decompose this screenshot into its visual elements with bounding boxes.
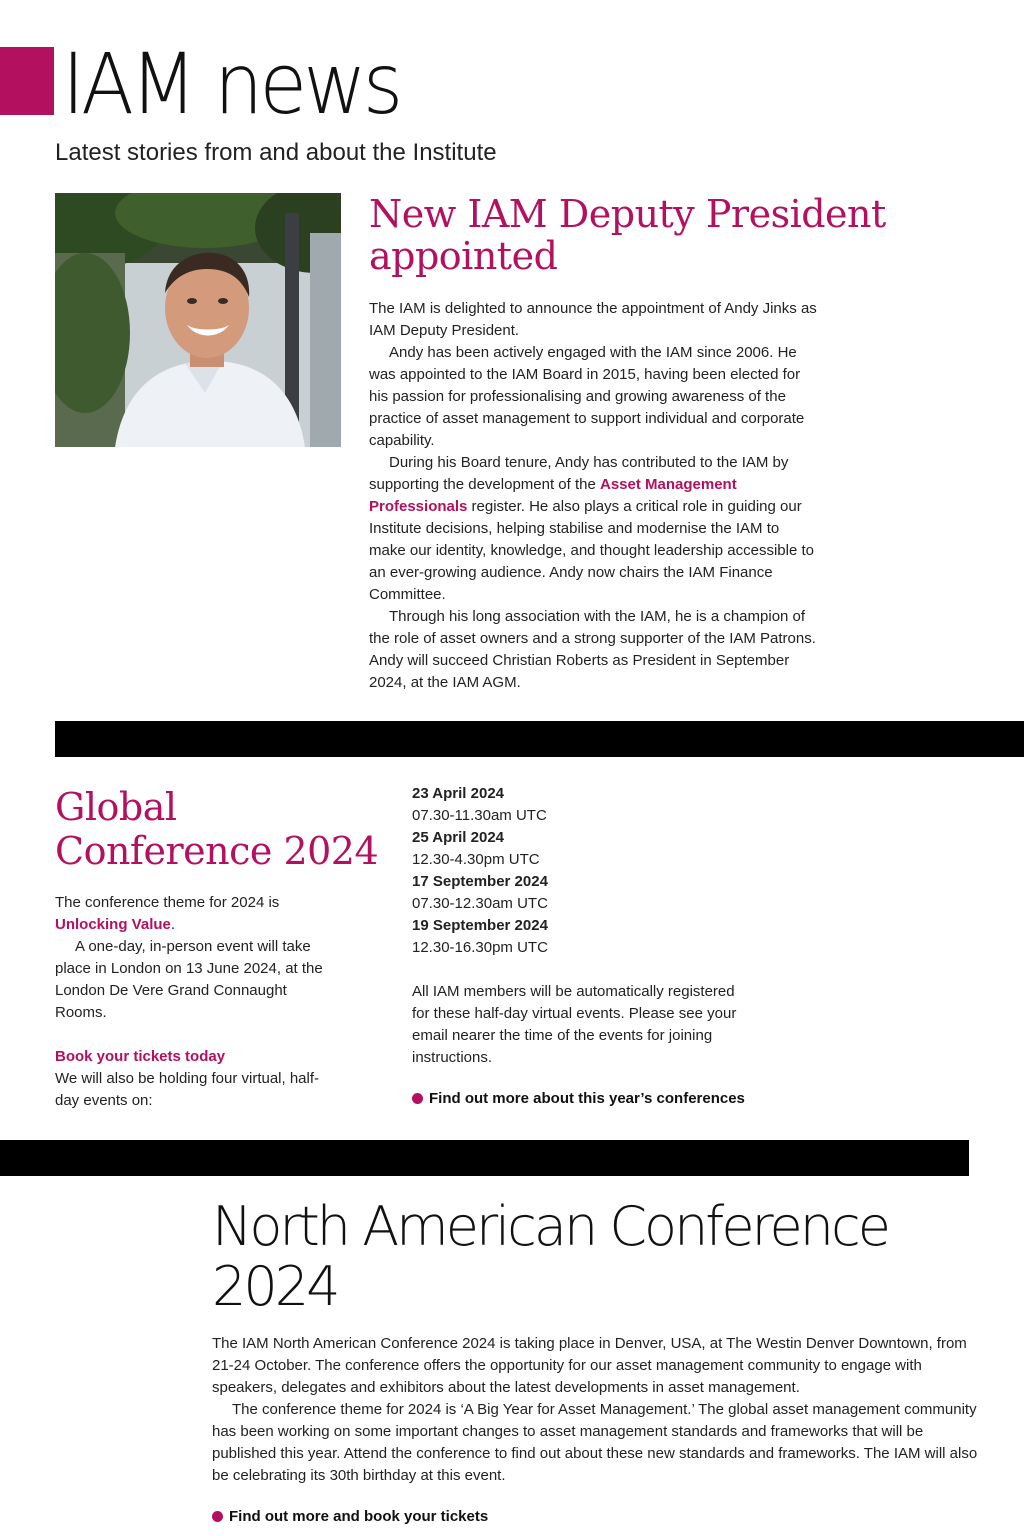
unlocking-value-link[interactable]: Unlocking Value	[55, 916, 171, 933]
article-headline: North American Conference 2024	[212, 1195, 888, 1318]
event-time: 12.30-16.30pm UTC	[412, 939, 548, 956]
event-date: 19 September 2024	[412, 917, 548, 934]
event-time: 12.30-4.30pm UTC	[412, 851, 540, 868]
paragraph-text: During his Board tenure, Andy has contributed to the IAM by supporting the development of the	[369, 454, 789, 493]
bullet-icon	[412, 1093, 423, 1104]
article-body	[369, 298, 819, 694]
event-time: 07.30-12.30am UTC	[412, 895, 548, 912]
paragraph: Andy has been actively engaged with the IAM since 2006. He was appointed to the IAM Board in 2015, having been elected for his passion for professionalising and growing awareness of the practice of asset management to support individual and corporate capability.	[369, 344, 805, 449]
paragraph: We will also be holding four virtual, half-day events on:	[55, 1070, 320, 1109]
event-date: 17 September 2024	[412, 873, 548, 890]
book-tickets-more-link[interactable]	[212, 1508, 488, 1525]
article-body	[212, 1333, 982, 1487]
article-body	[55, 892, 325, 1112]
paragraph	[55, 892, 325, 936]
asset-management-professionals-link[interactable]: Asset Management Professionals	[369, 476, 737, 515]
page-title: IAM news	[62, 35, 400, 133]
article-headline: New IAM Deputy President appointed	[369, 192, 886, 278]
link-label: Find out more and book your tickets	[229, 1508, 489, 1525]
event-time: 07.30-11.30am UTC	[412, 807, 547, 824]
event-dates-list	[412, 783, 752, 1069]
accent-square	[0, 47, 54, 115]
paragraph: The conference theme for 2024 is ‘A Big Year for Asset Management.’ The global asset management community has been working on some important changes to asset management standards and frameworks that will be published this year. Attend the conference to find out about these new standards and frameworks. The IAM will also be celebrating its 30th birthday at this event.	[212, 1401, 978, 1484]
paragraph-text: register. He also plays a critical role in guiding our Institute decisions, helping stabilise and modernise the IAM to make our identity, knowledge, and thought leadership accessible to an ever-growing audience. Andy now chairs the IAM Finance Committee.	[369, 498, 814, 603]
event-date: 23 April 2024	[412, 785, 504, 802]
article-headline: Global Conference 2024	[55, 785, 379, 873]
paragraph: The IAM North American Conference 2024 is taking place in Denver, USA, at The Westin Denver Downtown, from 21-24 October. The conference offers the opportunity for our asset management community to engage with speakers, delegates and exhibitors about the latest developments in asset management.	[212, 1335, 967, 1396]
paragraph: Through his long association with the IAM, he is a champion of the role of asset owners and a strong supporter of the IAM Patrons. Andy will succeed Christian Roberts as President in September 2024, at the IAM AGM.	[369, 608, 816, 691]
link-label: Find out more about this year’s conferences	[429, 1090, 745, 1107]
book-tickets-link[interactable]: Book your tickets today	[55, 1048, 226, 1065]
portrait-photo	[55, 193, 341, 447]
event-date: 25 April 2024	[412, 829, 504, 846]
section-divider	[0, 1140, 969, 1176]
members-note: All IAM members will be automatically registered for these half-day virtual events. Please see your email nearer the time of the events for joining instructions.	[412, 983, 737, 1066]
section-divider	[55, 721, 1024, 757]
paragraph: A one-day, in-person event will take place in London on 13 June 2024, at the London De Vere Grand Connaught Rooms.	[55, 938, 323, 1021]
page-subtitle: Latest stories from and about the Institute	[55, 139, 497, 166]
portrait-illustration	[55, 193, 341, 447]
paragraph	[369, 452, 819, 606]
paragraph: The IAM is delighted to announce the appointment of Andy Jinks as IAM Deputy President.	[369, 300, 817, 339]
conferences-more-link[interactable]	[412, 1090, 745, 1107]
paragraph-text: The conference theme for 2024 is	[55, 894, 280, 911]
paragraph-text: .	[170, 916, 176, 933]
bullet-icon	[212, 1511, 223, 1522]
